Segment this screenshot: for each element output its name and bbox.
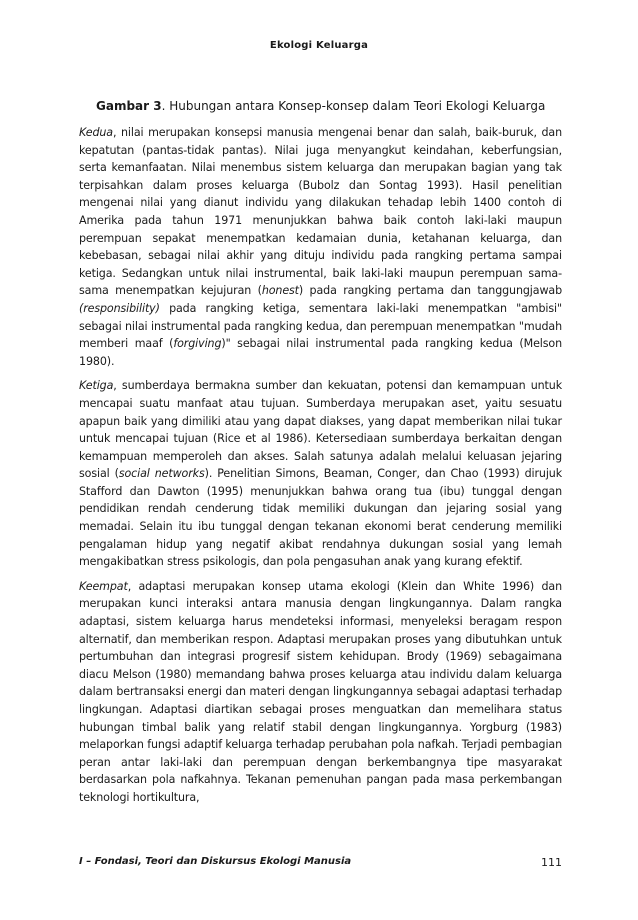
figure-caption [96, 99, 566, 114]
paragraph-keempat [79, 578, 562, 807]
italic-term: forgiving [173, 337, 222, 351]
paragraph-ketiga [79, 377, 562, 571]
paragraph-text: ) pada rangking pertama dan tanggungjawab [298, 284, 562, 298]
paragraph-lead: Kedua [79, 126, 113, 139]
running-header: Ekologi Keluarga [269, 40, 369, 51]
paragraph-text: pada rangking ketiga, sementara laki-laki menempatkan "ambisi" sebagai nilai instrumental pada rangking kedua, dan perempuan menempatkan "mudah memberi maaf ( [79, 301, 562, 351]
paragraph-kedua [79, 124, 562, 370]
paragraph-text: ). Penelitian Simons, Beaman, Conger, dan Chao (1993) dirujuk Stafford dan Dawton (1995) menunjukkan bahwa orang tua (ibu) tunggal dengan pendidikan rendah cenderung tidak memiliki dukungan dan jejaring sosial yang memadai. Selain itu ibu tunggal dengan tekanan ekonomi berat cenderung memiliki pengalaman hidup yang negatif akibat rendahnya dukungan sosial yang lemah mengakibatkan stress psikologis, dan pola pengasuhan anak yang kurang efektif. [79, 467, 562, 569]
italic-term: (responsibility) [79, 301, 160, 315]
paragraph-lead: Ketiga [79, 379, 114, 393]
page-number: 111 [541, 856, 562, 869]
paragraph-text: , adaptasi merupakan konsep utama ekologi (Klein dan White 1996) dan merupakan kunci interaksi antara manusia dengan lingkungannya. Dalam rangka adaptasi, sistem keluarga harus mendeteksi informasi, menyeleksi beragam respon alternatif, dan memberikan respon. Adaptasi merupakan proses yang dibutuhkan untuk pertumbuhan dan integrasi progresif sistem kehidupan. Brody (1969) sebagaimana diacu Melson (1980) memandang bahwa proses keluarga atau individu dalam keluarga dalam bertransaksi energi dan materi dengan lingkungannya sebagai adaptasi terhadap lingkungan. Adaptasi diartikan sebagai proses menguatkan dan memelihara status hubungan timbal balik yang relatif stabil dengan lingkungannya. Yorgburg (1983) melaporkan fungsi adaptif keluarga terhadap perubahan pola nafkah. Terjadi pembagian peran antar laki-laki dan perempuan dengan berkembangnya tipe masyarakat berdasarkan pola nafkahnya. Tekanan pemenuhan pangan pada masa perkembangan teknologi hortikultura, [79, 579, 562, 804]
footer-title: I – Fondasi, Teori dan Diskursus Ekologi Manusia [79, 856, 352, 867]
paragraph-text: , sumberdaya bermakna sumber dan kekuatan, potensi dan kemampuan untuk mencapai suatu manfaat atau tujuan. Sumberdaya merupakan aset, yaitu sesuatu apapun baik yang dimiliki atau yang dapat diakses, yang dapat memberikan nilai tukar untuk mencapai tujuan (Rice et al 1986). Ketersediaan sumberdaya berkaitan dengan kemampuan memperoleh dan akses. Salah satunya adalah melalui keluasan jejaring sosial ( [79, 379, 562, 481]
page-footer [79, 856, 562, 872]
paragraph-text: , nilai merupakan konsepsi manusia mengenai benar dan salah, baik-buruk, dan kepatutan (pantas-tidak pantas). Nilai juga menyangkut keindahan, keberfungsian, serta kemanfaatan. Nilai menembus sistem keluarga dan merupakan bagian yang tak terpisahkan dalam proses keluarga (Bubolz dan Sontag 1993). Hasil penelitian mengenai nilai yang dianut individu yang dilakukan tehadap lebih 1400 contoh di Amerika pada tahun 1971 menunjukkan bahwa baik contoh laki-laki maupun perempuan sepakat menempatkan kedamaian dunia, ketahanan keluarga, dan kebebasan, sebagai nilai akhir yang dituju individu pada rangking pertama sampai ketiga. Sedangkan untuk nilai instrumental, baik laki-laki maupun perempuan sama-sama menempatkan kejujuran ( [79, 126, 562, 298]
figure-label: Gambar 3 [96, 99, 162, 113]
body-text [79, 124, 562, 814]
figure-caption-text: . Hubungan antara Konsep-konsep dalam Teori Ekologi Keluarga [161, 99, 546, 113]
paragraph-lead: Keempat [79, 579, 128, 593]
paragraph-text: )" sebagai nilai instrumental pada rangking kedua (Melson 1980). [79, 337, 562, 368]
italic-term: honest [261, 284, 299, 298]
italic-term: social networks [118, 467, 205, 481]
